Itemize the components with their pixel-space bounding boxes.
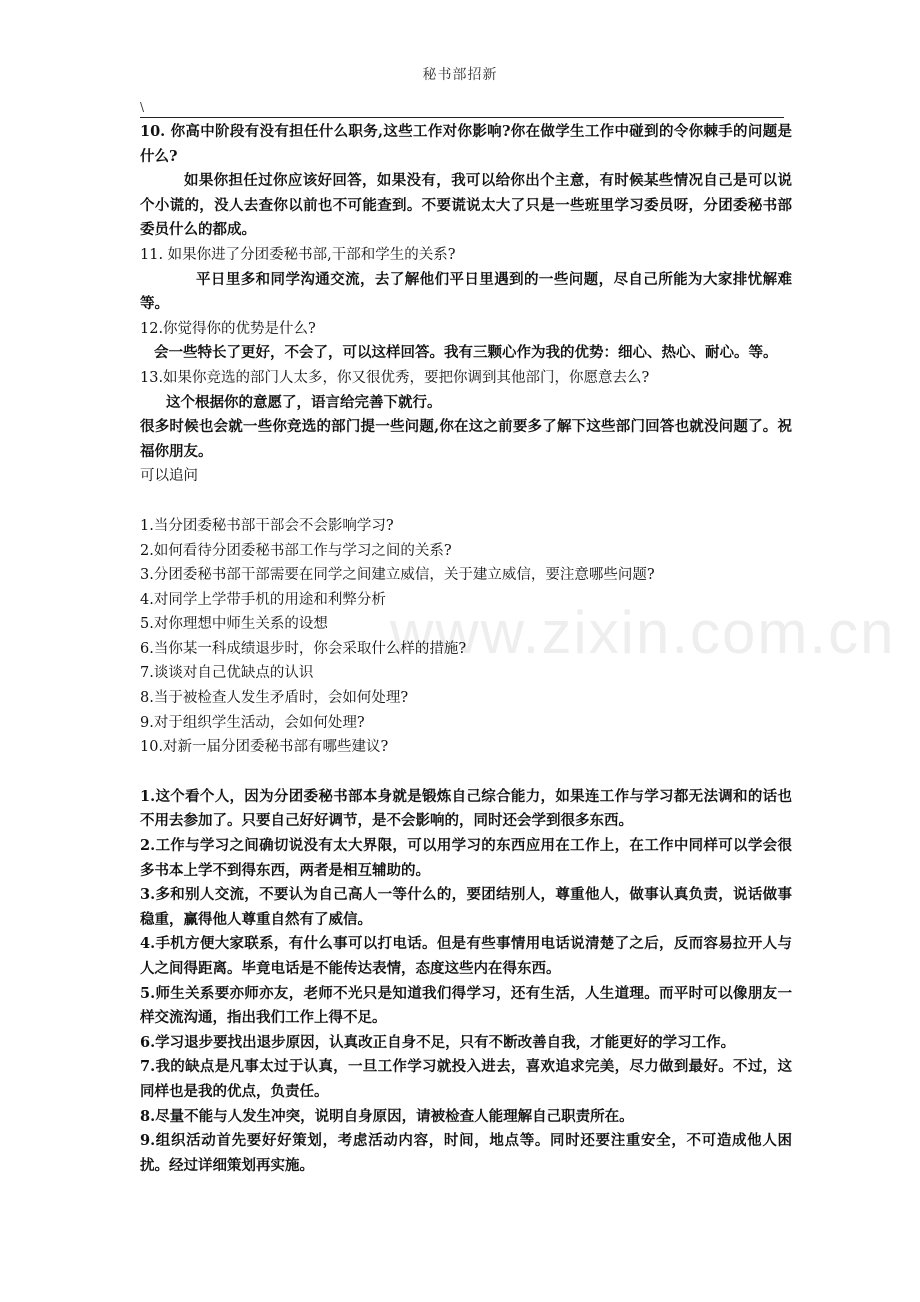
- header-divider: [140, 117, 784, 118]
- question-12: 12.你觉得你的优势是什么?: [140, 320, 316, 337]
- answer-item: 6.学习退步要找出退步原因，认真改正自身不足，只有不断改善自我，才能更好的学习工作。: [140, 1033, 736, 1051]
- followup-heading: 可以追问: [140, 468, 198, 485]
- answer-item: 8.尽量不能与人发生冲突，说明自身原因，请被检查人能理解自己职责所在。: [140, 1107, 634, 1125]
- answer-item: 1.这个看个人，因为分团委秘书部本身就是锻炼自己综合能力，如果连工作与学习都无法调和的话也不用去参加了。只要自己好好调节，是不会影响的，同时还会学到很多东西。: [140, 787, 792, 830]
- section-gap: [140, 760, 792, 785]
- answer-12: 会一些特长了更好，不会了，可以这样回答。我有三颗心作为我的优势：细心、热心、耐心。等。: [154, 344, 778, 362]
- answer-item: 7.我的缺点是凡事太过于认真，一旦工作学习就投入进去，喜欢追求完美，尽力做到最好。不过，这同样也是我的优点，负责任。: [140, 1058, 792, 1100]
- answer-11: 平日里多和同学沟通交流，去了解他们平日里遇到的一些问题，尽自己所能为大家排忧解难等。: [140, 270, 792, 313]
- followup-list: [140, 514, 792, 760]
- answer-13: 这个根据你的意愿了，语言给完善下就行。: [166, 393, 442, 411]
- list-item: 6.当你某一科成绩退步时，你会采取什么样的措施?: [140, 640, 467, 657]
- list-item: 9.对于组织学生活动，会如何处理?: [140, 714, 365, 731]
- page-header-title: 秘书部招新: [422, 67, 498, 83]
- list-item: 1.当分团委秘书部干部会不会影响学习?: [140, 517, 394, 534]
- answer-item: 2.工作与学习之间确切说没有太大界限，可以用学习的东西应用在工作上，在工作中同样可以学会很多书本上学不到得东西，两者是相互辅助的。: [140, 837, 792, 879]
- list-item: 4.对同学上学带手机的用途和利弊分析: [140, 591, 386, 608]
- list-item: 2.如何看待分团委秘书部工作与学习之间的关系?: [140, 542, 452, 559]
- list-item: 7.谈谈对自己优缺点的认识: [140, 665, 314, 682]
- answer-10: 如果你担任过你应该好回答，如果没有，我可以给你出个主意，有时候某些情况自己是可以说个小谎的，没人去查你以前也不可能查到。不要谎说太大了只是一些班里学习委员呀，分团委秘书部委员什么的都成。: [140, 172, 792, 239]
- answer-item: 3.多和别人交流，不要认为自己高人一等什么的，要团结别人，尊重他人，做事认真负责，说话做事稳重，赢得他人尊重自然有了威信。: [140, 886, 792, 928]
- closing-note: 很多时候也会就一些你竞选的部门提一些问题,你在这之前要多了解下这些部门回答也就没问题了。祝福你朋友。: [140, 418, 792, 460]
- list-item: 10.对新一届分团委秘书部有哪些建议?: [140, 739, 389, 756]
- header-mark: \: [140, 100, 145, 114]
- question-11: 11. 如果你进了分团委秘书部,干部和学生的关系?: [140, 246, 456, 263]
- answer-item: 9.组织活动首先要好好策划，考虑活动内容，时间，地点等。同时还要注重安全，不可造成他人困扰。经过详细策划再实施。: [140, 1132, 792, 1174]
- document-body: [140, 120, 792, 1178]
- section-gap: [140, 489, 792, 514]
- question-13: 13.如果你竞选的部门人太多，你又很优秀，要把你调到其他部门，你愿意去么?: [140, 369, 650, 386]
- list-item: 5.对你理想中师生关系的设想: [140, 616, 328, 633]
- answer-item: 4.手机方便大家联系，有什么事可以打电话。但是有些事情用电话说清楚了之后，反而容易拉开人与人之间得距离。毕竟电话是不能传达表情，态度这些内在得东西。: [140, 935, 792, 977]
- answer-item: 5.师生关系要亦师亦友，老师不光只是知道我们得学习，还有生活，人生道理。而平时可以像朋友一样交流沟通，指出我们工作上得不足。: [140, 984, 792, 1027]
- answers-list: [140, 785, 792, 1179]
- question-10: 10. 你高中阶段有没有担任什么职务,这些工作对你影响?你在做学生工作中碰到的令你棘手的问题是什么?: [140, 123, 792, 165]
- list-item: 3.分团委秘书部干部需要在同学之间建立威信，关于建立威信，要注意哪些问题?: [140, 567, 655, 584]
- list-item: 8.当于被检查人发生矛盾时，会如何处理?: [140, 690, 409, 707]
- watermark-text: www.zixin.com.cn: [390, 599, 896, 666]
